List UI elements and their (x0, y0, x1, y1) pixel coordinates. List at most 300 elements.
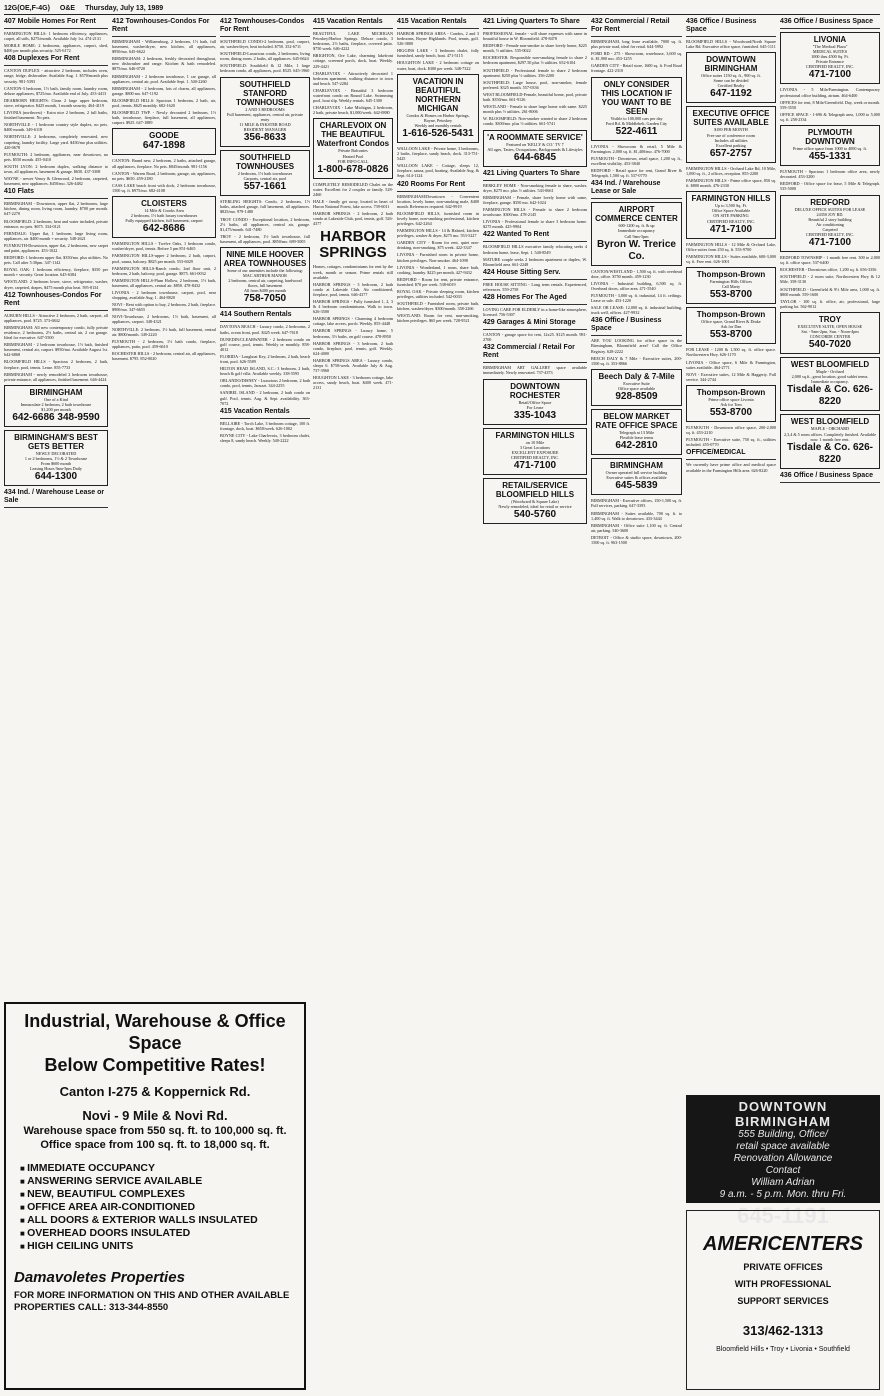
display-ad-phone: 471-7100 (808, 69, 852, 81)
classified-ad: DEARBORN HEIGHTS: Clean 2 large upper bedroom, stove, refrigerator. $425 month, 1 month security. 464-4119 (4, 97, 108, 108)
classified-ad: SOUTHFIELD CONDO-2 bedroom, pool, carport, air, washer/dryer, heat included. $750. 352-6711 (220, 39, 310, 50)
section-rule (4, 28, 108, 29)
classified-ad: MOBILE HOME: 2 bedrooms, appliances, carport, shed, $400 per month plus security. 525-6172 (4, 43, 108, 54)
section-heading: 412 Townhouses-Condos For Rent (220, 18, 305, 33)
classified-ad: BIRMINGHAM - 2 bedroom townhouse, 1 car garage, all appliances, central air, pool. Available Sept. 1. 540-2260 (112, 73, 216, 84)
display-ad-phone: 644-1300 (34, 471, 78, 483)
display-ad-title: VACATION IN BEAUTIFUL NORTHERN MICHIGAN (412, 76, 464, 113)
display-ad-phone: 471-7100 (808, 237, 852, 249)
classified-ad: CANTON - garage space for rent, 12x25. $125 month. 981-2700 (483, 332, 587, 343)
display-ad-phone: 647-1192 (710, 88, 752, 100)
section-heading: OFFICE/MEDICAL (686, 449, 746, 457)
classified-column (483, 16, 587, 1392)
classified-ad: ROYAL OAK: 1 bedroom efficiency, fireplace, $350 per month + security. Great location. 645-6384 (4, 267, 108, 278)
classified-ad: ROYAL OAK - Private sleeping room, kitchen privileges, utilities included. 542-0033 (397, 289, 479, 300)
display-ad-line: 2 bedroom, 1½ bath luxury townhouses (130, 213, 198, 219)
section-rule (483, 279, 587, 280)
classified-ad: BIRMINGHAM - Suites available, 700 sq. ft. to 1,400 sq. ft. Walk to downtown. 433-3444 (591, 510, 682, 521)
display-ad-box (591, 409, 682, 455)
classified-ad: DUNEDIN/CLEARWATER - 2 bedroom condo on golf course, pool, tennis. Weekly or monthly. 858-4012 (220, 336, 310, 352)
page-date: Thursday, July 13, 1989 (85, 4, 164, 12)
classified-ad: GARDEN CITY - Room for rent, quiet non-drinking, non-smoking. $75 week. 422-3347 (397, 240, 479, 251)
classified-ad: BLOOMFIELD TWP. - Newly decorated 2 bedroom, 1½ bath, townhouse, fireplace, full basement, all appliances, carport. $925. 647-1889 (112, 110, 216, 126)
section-heading: 436 Office / Business Space (686, 18, 757, 33)
industrial-space-ad (4, 1002, 306, 1390)
classified-ad: SOUTH LYON: 2 bedroom duplex, walking distance to town, all appliances, basement & garage. $650. 437-3308 (4, 163, 108, 174)
classified-ad: LIVONIA - Furnished room in private home, kitchen privileges. Non-smoker. 464-1098 (397, 252, 479, 263)
classified-ad: BEECH DALY & 7 Mile - Executive suites, 200-1500 sq. ft. 353-8866 (591, 355, 682, 366)
display-ad-box (686, 106, 776, 162)
classified-ad: FARMINGTON HILLS-upper 2 bedroom, 2 bath, carport, pool, sauna, balcony. $825 per month. 553-6029 (112, 253, 216, 264)
classified-ad: HARBOR SPRINGS - 3 bedroom, 2 bath condo at Lakeside Club. Air conditioned, fireplace, pool, tennis. 646-4377 (313, 281, 393, 297)
display-ad-title: Thompson-Brown (696, 269, 766, 279)
page-number: 12G(OE,F-4G) (4, 4, 50, 12)
section-heading: 436 Office / Business Space (780, 18, 873, 25)
display-ad-box (313, 118, 393, 178)
classified-ad: ARE YOU LOOKING for office space in the Birmingham, Bloomfield area? Call the Office Registry. 628-2222 (591, 338, 682, 354)
classified-ad: PLYMOUTH-Downtown, upper flat, 2 bedrooms, new carpet and paint, appliances. 453-1022 (4, 242, 108, 253)
classified-ad: NORTHVILLE - 1 bedroom country style duplex, no pets. $400 month. 349-6118 (4, 122, 108, 133)
display-ad-line: Retail/Office Space (518, 399, 552, 405)
section-rule (220, 418, 310, 419)
display-ad-line: Air conditioning (816, 221, 844, 227)
display-ad-line: For Lease (526, 404, 544, 410)
section-heading: 415 Vacation Rentals (397, 18, 467, 25)
classified-ad: NOVI-Townhouse, 2 bedrooms, 1½ bath, basement, all appliances, carport. 348-4321 (112, 314, 216, 325)
display-ad-title: BIRMINGHAM'S BEST GETS BETTER (14, 433, 98, 452)
section-heading: 422 Wanted To Rent (483, 231, 550, 239)
display-ad-line: 1 or 2 bedrooms, 1½ & 2 Townhouse (24, 456, 88, 462)
classified-ad: PLYMOUTH - 2 bedroom, 1½ bath condo, fireplace, appliances, patio, pool. 459-6610 (112, 338, 216, 349)
display-ad-box (483, 478, 587, 524)
classified-ad: ROCHESTER: Responsible non-smoking female to share 2 bedroom apartment, $297.50 plus ½ utilities. 652-6104 (483, 55, 587, 66)
display-ad-line: (Woodward & Square Lake) (511, 499, 559, 505)
classified-ad: BIRMINGHAM - newly remodeled 2 bedroom townhouse, private entrance, all appliances, finished basement. 646-4424 (4, 371, 108, 382)
classified-ad: REDFORD - Retail space for rent, Grand River & Telegraph, 1,500 sq. ft. 537-0770 (591, 168, 682, 179)
classified-ad: HIGGINS LAKE - 3 bedroom chalet, fully furnished, sandy beach, boat. 471-5115 (397, 48, 479, 59)
display-ad-box (112, 196, 216, 238)
classified-ad: DETROIT - Office & studio space, downtown, 200-1500 sq. ft. 963-1500 (591, 534, 682, 546)
display-ad-line: 2,3,4 & 5 room offices. Completely finished. Available now. 1 month free rent. (783, 431, 877, 442)
classified-ad: HARBOR SPRINGS AREA - Condos, 2 and 3 bedrooms, Boyne Highlands. Pool, tennis, golf. 526-3800 (397, 31, 479, 47)
section-rule (397, 28, 479, 29)
industrial-ad-location: Canton I-275 & Koppernick Rd. (59, 1084, 251, 1099)
display-ad-phone: Tisdale & Co. 626-8220 (787, 384, 873, 408)
classified-ad: ROCHESTER - Downtown office, 1,200 sq. ft. 656-3356 (780, 267, 877, 273)
classified-ad: BIRMINGHAM ART GALLERY space available immediately. Newly renovated. 737-4373 (483, 365, 587, 376)
display-ad-box (220, 247, 310, 308)
display-ad-title: BIRMINGHAM (29, 387, 83, 397)
display-ad-box (780, 414, 880, 468)
classified-ad: REDFORD - Room for rent, private entrance, furnished. $70 per week. 538-6019 (397, 276, 479, 287)
display-ad-line: 1000 thru 4500 Sq. Ft. (811, 54, 849, 60)
section-rule (313, 28, 393, 29)
section-rule (591, 335, 682, 336)
harbor-springs-headline: HARBOR SPRINGS (319, 228, 387, 262)
downtown-ad-contact: Contact (765, 1165, 801, 1176)
section-rule (686, 36, 776, 37)
classified-ad: We currently have prime office and medical space available in the Farmington Hills area. 626-8220 (686, 462, 776, 473)
display-ad-line: Private Entrance (816, 59, 844, 65)
display-ad-phone: 645-5839 (615, 480, 658, 492)
classified-ad: REDFORD - Female non-smoker to share lovely home, $225 month, ½ utilities. 535-0022 (483, 43, 587, 54)
display-ad-phone: 642-8686 (142, 223, 186, 235)
americenters-logo: AMERICENTERS (702, 1233, 863, 1255)
display-ad-title: WEST BLOOMFIELD (790, 417, 870, 427)
classified-ad: CANTON/WESTLAND - 1,500 sq. ft. with overhead door, office. $750 month. 459-1230 (591, 268, 682, 279)
classified-ad: WEST BLOOMFIELD-Female, beautiful home, pool, private bath. $350/mo. 661-9126 (483, 91, 587, 103)
display-ad-box (591, 202, 682, 265)
display-ad-line: Full basement, appliances, central air, private entry (227, 111, 303, 122)
display-ad-line: Heated Pool (342, 153, 364, 159)
feature-item: ■ OVERHEAD DOORS INSULATED (20, 1227, 296, 1240)
classified-ad: CHARLEVOIX - Attractively decorated 1 bedroom apartment, walking distance to town and beach. 547-2284 (313, 70, 393, 86)
section-rule (483, 28, 587, 29)
classified-ad: HARBOR SPRINGS AREA - Luxury condo, sleeps 6. $750/week. Available July & Aug. 737-3960 (313, 357, 393, 374)
classified-ad: LIVONIA - 5 Mile/Farmington. Contemporary professional office building, atrium. 464-6400 (780, 87, 880, 98)
downtown-ad-line: retail space available (736, 1141, 830, 1152)
classified-ad: PLYMOUTH - Spacious 1 bedroom office area, newly decorated. 453-3200 (780, 169, 880, 180)
classified-ad: PLYMOUTH - 3,000 sq. ft. industrial, 14 ft. ceilings. Lease or sale. 453-1220 (591, 292, 682, 304)
display-ad-line: ON SITE PARKING (713, 213, 749, 219)
downtown-ad-name: William Adrian (751, 1177, 815, 1188)
industrial-ad-office: Office space from 100 sq. ft. to 18,000 sq. ft. (40, 1139, 270, 1151)
display-ad-line: Condos & Homes on Harbor Springs, Boyne, Petoskey (406, 112, 470, 123)
display-ad-line: Featured on 'KELLY & CO.' TV 7 (506, 141, 564, 147)
display-ad-title: WEST BLOOMFIELD (790, 360, 870, 370)
display-ad-title: RETAIL/SERVICE BLOOMFIELD HILLS (495, 481, 575, 500)
classified-ad: HARBOR SPRINGS - Luxury home, 5 bedrooms, 3½ baths, on golf course. 478-8950 (313, 328, 393, 339)
display-ad-title: LIVONIA (813, 35, 847, 44)
section-heading: 429 Garages & Mini Storage (483, 319, 576, 327)
display-ad-line: Weekly and monthly rentals (414, 122, 462, 128)
downtown-ad-phone: 645-1191 (737, 1203, 829, 1228)
classified-ad: PLYMOUTH - Downtown office space, 200-2,000 sq. ft. 453-2210 (686, 425, 776, 436)
display-ad-box (686, 267, 776, 304)
classified-ad: PLYMOUTH: 2 bedroom, appliances, near downtown, no pets. $550 month. 455-0410 (4, 151, 108, 162)
display-ad-line: Free use of conference room (707, 132, 755, 138)
display-ad-line: Ford Rd. & Middlebelt, Garden City (605, 120, 668, 126)
display-ad-phone: 356-8633 (243, 132, 287, 144)
classified-ad: BELLAIRE - Torch Lake, 3 bedroom cottage, 100 ft. frontage, dock, boat. $650/week. 626-1002 (220, 420, 310, 431)
classified-ad: LIVONIA - 2 bedroom townhouse, carport, pool, near shopping, available Aug. 1. 464-8820 (112, 290, 216, 301)
display-ad-box (686, 385, 776, 422)
industrial-ad-subtitle: Below Competitive Rates! (44, 1055, 266, 1075)
classified-ad: HOUGHTON LAKE - 3 bedroom cottage, lake access, sandy beach, boat. $400 week. 471-2131 (313, 375, 393, 391)
classified-ad: REDFORD: 1 bedroom upper flat, $350/mo. plus utilities. No pets. Call after 5:30pm. 347-1142 (4, 255, 108, 266)
section-heading: 412 Townhouses-Condos For Rent (4, 291, 102, 307)
display-ad-line: Certified Realty (717, 83, 745, 89)
display-ad-line: 11 MILE & INKSTER ROAD (239, 121, 291, 127)
classified-ad: FARMINGTON HILLS - Twelve Oaks, 1 bedroom condo, washer/dryer, pool, tennis. Before 5 pm 851-6465 (112, 241, 216, 252)
classified-ad: TROY - 2 bedroom, 1½ bath townhouse, full basement, all appliances, pool. $850/mo. 689-5005 (220, 233, 310, 244)
display-ad-phone: 471-7100 (513, 460, 557, 472)
classified-ad: NORTHVILLE: 2 bedroom, 1½ bath, full basement, central air. $800/month. 349-2220 (112, 326, 216, 337)
display-ad-line: EXECUTIVE SUITE, OPEN HOUSE (797, 323, 863, 329)
section-heading: 415 Vacation Rentals (313, 18, 383, 25)
display-ad-line: NEWLY DECORATED (35, 451, 77, 457)
classified-ad: BIRMINGHAM: 2 bedroom, freshly decorated throughout, new dishwasher and range. Kitchen & bath remodeled. $875/mo. 646-0720 (112, 56, 216, 72)
section-heading: 420 Rooms For Rent (397, 180, 466, 188)
section-heading: 421 Living Quarters To Share (483, 18, 580, 25)
display-ad-box (686, 307, 776, 344)
display-ad-title: DOWNTOWN BIRMINGHAM (704, 55, 758, 74)
classified-ad: BLOOMFIELD HILLS - Spacious 2 bedroom, 2 bath, fireplace, pool, tennis. Lease. 855-7733 (4, 359, 108, 370)
display-ad-line: CERTIFIED REALTY, INC. (510, 455, 560, 461)
display-ad-title: REDFORD (810, 197, 850, 207)
classified-ad: BIRMINGHAM/Downtown - Convenient location, lovely home, non-smoking male, $400 month. References required. 642-9919 (397, 193, 479, 209)
classified-ad: AUBURN HILLS - Attractive 2 bedroom, 2 bath, carport, all appliances, pool. $725. 373-6842 (4, 312, 108, 323)
classified-ad: COMPLETELY REMODELED Chalet on the water. Excellent for 2 couples or family. 528-2460 (313, 181, 393, 197)
classified-ad: LIVONIA - Industrial building, 6,500 sq. ft. Overhead doors, office area. 471-5540 (591, 280, 682, 291)
display-ad-phone: 335-1043 (513, 409, 557, 421)
section-rule (591, 198, 682, 199)
display-ad-line: FOR INFO CALL (337, 158, 369, 164)
display-ad-line: Call 9am-5pm (624, 233, 649, 239)
classified-ad: FREE HOUSE SITTING - Long term rentals. Experienced, references. 559-2758 (483, 281, 587, 292)
display-ad-line: Office space available (617, 385, 656, 391)
display-ad-line: 24350 JOY RD. (816, 211, 844, 217)
section-heading: 407 Mobile Homes For Rent (4, 18, 96, 25)
display-ad-line: Flexible lease terms (619, 435, 654, 441)
classified-ad: PROFESSIONAL female - will share expenses with same in beautiful house in W. Bloomfield. 478-8478 (483, 31, 587, 42)
display-ad-box (780, 312, 880, 354)
section-rule (4, 198, 108, 199)
classified-ad: FARMINGTON HILLS-Plum Hollow, 2 bedroom, 1½ bath, basement, all appliances, central air. $850. 478-8432 (112, 277, 216, 288)
classified-ad: BIRMINGHAM - Female, share lovely home with same, fireplace, garage. $350 mo. 642-1024 (483, 194, 587, 205)
section-heading: 410 Flats (4, 188, 34, 196)
classified-ad: BLOOMFIELD HILLS: Spacious 1 bedroom, 2 bath, air, pool, tennis, $625 monthly. 682-1620 (112, 97, 216, 109)
display-ad-title: GOODE (149, 131, 179, 141)
downtown-ad-title: DOWNTOWN BIRMINGHAM (735, 1099, 831, 1129)
feature-item: ■ OFFICE AREA AIR-CONDITIONED (20, 1201, 296, 1214)
feature-item: ■ HIGH CEILING UNITS (20, 1240, 296, 1253)
display-ad-line: Newly remodeled, ideal for retail or service (498, 504, 572, 510)
classified-ad: BIRMINGHAM - Executive offices, 150-1,500 sq. ft. Full services, parking. 647-3393 (591, 498, 682, 509)
display-ad-phone: 928-8509 (615, 391, 658, 402)
display-ad-title: 'A ROOMMATE SERVICE' (487, 132, 583, 142)
classified-ad: WESTLAND - Female to share large home with same. $225 month plus ½ utilities. 261-8006 (483, 104, 587, 115)
section-rule (483, 241, 587, 242)
section-heading: 434 Ind. / Warehouse Lease or Sale (591, 180, 661, 196)
classified-ad: ORLANDO/DISNEY - Luxurious 2 bedroom, 2 bath condo, pool, tennis, Jacuzzi. 344-2255 (220, 378, 310, 389)
classified-ad: BOYNE CITY - Lake Charlevoix, 3 bedroom chalet, sleeps 8, sandy beach. Weekly. 540-2222 (220, 432, 310, 444)
classified-ad: HARBOR SPRINGS - Fully furnished 1, 2, 3 & 4 bedroom condominiums. Walk to town. 626-3500 (313, 299, 393, 315)
classified-ad: CHARLEVOIX - Lake Michigan, 2 bedroom, 2 bath, private beach, $1,000/week. 642-0880 (313, 105, 393, 116)
display-ad-line: All from $400 per month (243, 288, 287, 294)
feature-item: ■ ALL DOORS & EXTERIOR WALLS INSULATED (20, 1214, 296, 1227)
classified-ad: PLYMOUTH - Downtown, retail space, 1,200 sq. ft., excellent visibility. 453-3840 (591, 155, 682, 167)
display-ad-line: 2,000 sq.ft., great location, good sublet terms. Immediate occupancy. (791, 374, 869, 385)
display-ad-line: CERTIFIED REALTY, INC. (706, 218, 756, 224)
display-ad-phone: 644-6845 (513, 151, 557, 163)
classified-ad: NOVI - Rent with option to buy, 2 bedroom, 2 bath, fireplace. $900/mo. 347-6655 (112, 302, 216, 313)
display-ad-line: Includes all utilities (714, 137, 748, 143)
classified-ad: GARDEN CITY - Retail store, 1600 sq. ft. Ford Road frontage. 422-2310 (591, 63, 682, 74)
display-ad-title: ONLY CONSIDER THIS LOCATION IF YOU WANT TO BE SEEN (601, 79, 672, 116)
display-ad-phone: 553-8700 (709, 329, 753, 341)
classified-ad: FARMINGTON HILLS - 14 & Halsted, kitchen privileges, washer & dryer, $275 mo. 553-5227 (397, 228, 479, 239)
classified-ad: BIRMINGHAM - Williamsburg, 2 bedroom, 1½ bath, full basement, washer/dryer, new kitchen, all appliances, $950/mo. 645-6622 (112, 39, 216, 55)
classified-ad: FLORIDA - Longboat Key, 2 bedroom, 2 bath, beach front, pool. 626-5589 (220, 353, 310, 364)
display-ad-box (780, 32, 880, 84)
display-ad-phone: 642-6686 348-9590 (12, 412, 100, 424)
classified-column (780, 16, 880, 1096)
section-heading: 432 Commercial / Retail For Rent (483, 344, 575, 360)
display-ad-line: Office suites 1150 sq. ft., 900 sq. ft. (701, 73, 761, 79)
display-ad-title: EXECUTIVE OFFICE SUITES AVAILABLE (692, 109, 770, 128)
display-ad-title: Thompson-Brown (696, 310, 766, 320)
section-rule (4, 507, 108, 508)
classified-column (313, 16, 393, 1392)
display-ad-phone: 1-616-526-5431 (402, 127, 474, 139)
display-ad-line: CERTIFIED REALTY, INC. (805, 64, 855, 70)
classified-ad: HARBOR SPRINGS - 2 bedroom, 2 bath condo at Lakeside Club, pool, tennis, golf. 526-4377 (313, 211, 393, 227)
display-ad-line: One of a Kind (44, 396, 68, 402)
display-ad-box (397, 74, 479, 143)
classified-ad: NORTHVILLE: 2 bedrooms, completely renovated, new carpeting, laundry facility. Large yard. $450/mo plus utilities. 420-0678 (4, 134, 108, 150)
classified-ad: REDFORD - Office space for lease, 5 Mile & Telegraph. 535-5000 (780, 181, 880, 192)
classified-ad: TAYLOR - 100 sq. ft. office, air, professional, large parking lot. 562-9012 (780, 298, 880, 309)
section-rule (397, 191, 479, 192)
section-rule (220, 321, 310, 322)
industrial-ad-title: Industrial, Warehouse & Office Space (24, 1011, 286, 1053)
classified-ad: SOUTHFIELD-Luxurious condo, 2 bedrooms, living room, dining room, 2 baths, all appliances. 645-6624 (220, 51, 310, 62)
display-ad-line: CONCORDE CENTER (809, 334, 851, 340)
display-ad-box (780, 357, 880, 411)
display-ad-phone: 1-800-678-0826 (317, 163, 389, 175)
section-rule (686, 459, 776, 460)
display-ad-line: Telegraph at 13 Mile (619, 430, 654, 435)
display-ad-line: Carpeted (822, 226, 838, 232)
section-heading: 408 Duplexes For Rent (4, 55, 80, 63)
display-ad-box (591, 458, 682, 495)
display-ad-phone: 553-8700 (709, 407, 753, 419)
display-ad-box (220, 150, 310, 196)
display-ad-line: on 10 Mile (525, 439, 545, 445)
classified-ad: Homes, cottages, condominiums for rent by the week, month or season. Prime rentals still available. (313, 264, 393, 280)
display-ad-line: DELUXE OFFICE SUITES FOR LEASE (794, 206, 866, 212)
display-ad-title: PLYMOUTH DOWNTOWN (805, 128, 855, 147)
display-ad-line: Excellent parking (716, 142, 746, 148)
display-ad-title: CLOISTERS (141, 198, 187, 208)
section-rule (483, 362, 587, 363)
display-ad-line: Immaculate 2 bedroom, 2 bath townhouse (20, 401, 92, 407)
display-ad-line: 2 AND 3 BEDROOMS (245, 106, 285, 112)
classified-ad: SANIBEL ISLAND - 2 bedroom, 2 bath condo on gulf. Pool, tennis. Aug. & Sept. availability. 363-7072 (220, 390, 310, 406)
paper-name: O&E (59, 4, 76, 12)
display-ad-box (686, 52, 776, 103)
section-heading: 412 Townhouses-Condos For Rent (112, 18, 210, 33)
display-ad-phone: Byron W. Trerice Co. (597, 238, 676, 262)
display-ad-line: $189 PER MONTH (714, 127, 748, 133)
display-ad-phone: 522-4611 (615, 125, 658, 137)
section-rule (483, 180, 587, 181)
display-ad-line: Maple - Orchard (816, 369, 844, 375)
classified-ad: STERLING HEIGHTS: Condo, 2 bedroom, 1½ baths, attached garage, full basement, all appliances. $825/mo. 979-1480 (220, 199, 310, 215)
classified-ad: LIVONIA - Office space, 6 Mile & Farmington, suites available. 464-2771 (686, 359, 776, 370)
display-ad-box (483, 379, 587, 425)
classified-column (686, 16, 776, 1091)
classified-ad: CHARLEVOIX - Beautiful 3 bedroom waterfront condo on Round Lake. Swimming pool, boat slip. Weekly rentals. 645-1300 (313, 87, 393, 104)
section-rule (4, 310, 108, 311)
display-ad-title: AIRPORT COMMERCE CENTER (595, 205, 678, 224)
display-ad-line: Private Balconies (338, 148, 368, 154)
classified-ad: SALE OR LEASE: 12,000 sq. ft. industrial building, truck well, offices. 427-9932 (591, 305, 682, 316)
section-heading: 415 Vacation Rentals (220, 407, 290, 415)
section-heading: 436 Office / Business Space (780, 471, 873, 479)
classified-ad: BIRMINGHAM, long lease available, 7000 sq. ft. plus private road, ideal for retail. 644-5992 (591, 39, 682, 50)
display-ad-title: Beech Daly & 7-Mile (598, 371, 675, 381)
display-ad-line: From $600 month (40, 461, 72, 467)
display-ad-line: Immediate occupancy (618, 228, 655, 234)
display-ad-line: Executive Suite (623, 380, 650, 386)
section-heading: 434 Ind. / Warehouse Lease or Sale (4, 489, 105, 505)
display-ad-title: BIRMINGHAM (610, 461, 663, 471)
industrial-ad-company: Damavoletes Properties (14, 1269, 185, 1286)
display-ad-line: 3 Great Locations (520, 444, 550, 450)
classified-ad: ROCHESTER HILLS - 2 bedroom, central air, all appliances, basement. $795. 852-0020 (112, 350, 216, 362)
display-ad-line: Some can be divided (713, 78, 749, 84)
display-ad-phone: 642-2810 (615, 440, 658, 452)
display-ad-line: Sat. - 9am-2pm, Sun. - Noon-4pm (801, 329, 859, 334)
display-ad-box (483, 130, 587, 167)
display-ad-title: DOWNTOWN ROCHESTER (509, 381, 561, 400)
classified-ad: BEAUTIFUL LAKE MICHIGAN Petoskey/Harbor Springs. Deluxe condo, 3 bedrooms, 2½ baths, fireplace, covered patio. $750 week. 646-4222 (313, 31, 393, 52)
americenters-phone: 313/462-1313 (742, 1323, 824, 1338)
page-header (4, 2, 880, 15)
display-ad-title: CHARLEVOIX ON THE BEAUTIFUL Waterfront Condos (316, 121, 390, 149)
classified-ad: BIRMINGHAM - 2 bedroom townhouse, 1½ bath, finished basement, central air, carport. $950/mo. Available August 1st. 642-6868 (4, 342, 108, 358)
classified-ad: SOUTHFIELD - 2 room suite, Northwestern Hwy & 12 Mile. 358-3130 (780, 274, 880, 285)
classified-ad: FARMINGTON HILLS-Ranch condo, 2nd floor unit, 2 bedroom, 2 bath, balcony, pool, garage. $875. 661-0032 (112, 265, 216, 276)
classified-ad: HALE - family get away, located in heart of Huron National Forest, lake access. 739-6011 (313, 198, 393, 210)
display-ad-phone: 471-7100 (709, 223, 753, 235)
classified-ad: FARMINGTON HILLS - Orchard Lake Rd, 10 Mile, 1,000 sq. ft., 2 offices, reception. 855-2200 (686, 165, 776, 176)
classified-ad: FERNDALE: Upper flat, 1 bedroom, large living room, appliances, air. $400 month + security. 548-2621 (4, 230, 108, 241)
display-ad-title: SOUTHFIELD TOWNHOUSES (235, 153, 295, 172)
display-ad-line: 14 Mile & Crooks Area (144, 207, 184, 213)
section-rule (4, 65, 108, 66)
display-ad-line: EXCELLENT EXPOSURE (511, 449, 559, 455)
display-ad-line: Beautiful 2 story building (808, 216, 852, 222)
display-ad-box (112, 128, 216, 155)
section-heading: 421 Living Quarters To Share (483, 169, 580, 177)
display-ad-line: Carports, central air, pool (243, 176, 287, 182)
classified-ad: SOUTHFIELD: Large house, pool, non-smoker, female preferred. $325 month. 557-0336 (483, 79, 587, 90)
feature-item: ■ ANSWERING SERVICE AVAILABLE (20, 1175, 296, 1188)
classified-ad: BIRMINGHAM: All new contemporary condo, fully private residence, 2 bedrooms, 2½ baths, central air, 2 car garage. Ideal for executive. 647-5500 (4, 324, 108, 341)
classified-ad: WESTLAND: 2 bedroom lower, stove, refrigerator, washer, dryer, carpeted, drapes, $475 month plus heat. 595-8134 (4, 279, 108, 290)
downtown-ad-line: Renovation Allowance (733, 1153, 833, 1164)
classified-ad: CANTON DUPLEX - attractive 2 bedroom, includes oven, range, fridge, dishwasher. Available Aug. 1. $570/month plus security. 981-5393 (4, 68, 108, 84)
display-ad-box (220, 77, 310, 147)
americenters-line: SUPPORT SERVICES (737, 1296, 829, 1306)
classified-ad: FARMINGTON HILLS: 1 bedroom efficiency, appliances, carpet, all utils, $275/month. Available July 1st. 474-2131 (4, 31, 108, 42)
display-ad-line: Visible to 100,000 cars per day (610, 115, 663, 121)
classified-ad: NOVI - Executive suites, 12 Mile & Haggerty. Full service. 344-2744 (686, 371, 776, 382)
classified-column (397, 16, 479, 1392)
section-heading: 428 Homes For The Aged (483, 294, 567, 301)
classified-ad: LOVING CARE FOR ELDERLY in a home-like atmosphere, licensed. 756-5307 (483, 307, 587, 318)
classified-ad: FARMINGTON HILLS - 12 Mile & Orchard Lake, Office suites from 250 sq. ft. 553-9700 (686, 241, 776, 252)
classified-ad: FARMINGTON HILLS - Female to share 2 bedroom townhouse. $300/mo. 478-2145 (483, 207, 587, 218)
classified-ad: BLOOMFIELD: 2 bedroom, heat and water included, private entrance, no pets. $675. 334-0121 (4, 218, 108, 229)
display-ad-line: $1,200 per month (41, 406, 71, 412)
classified-ad: REDFORD TOWNSHIP - 1 month free rent. 300 to 2,000 sq. ft. office space. 537-6400 (780, 255, 880, 266)
display-ad-title: NINE MILE HOOVER AREA TOWNHOUSES (223, 249, 307, 268)
display-ad-line: Farmington Hills Offices (709, 278, 753, 284)
